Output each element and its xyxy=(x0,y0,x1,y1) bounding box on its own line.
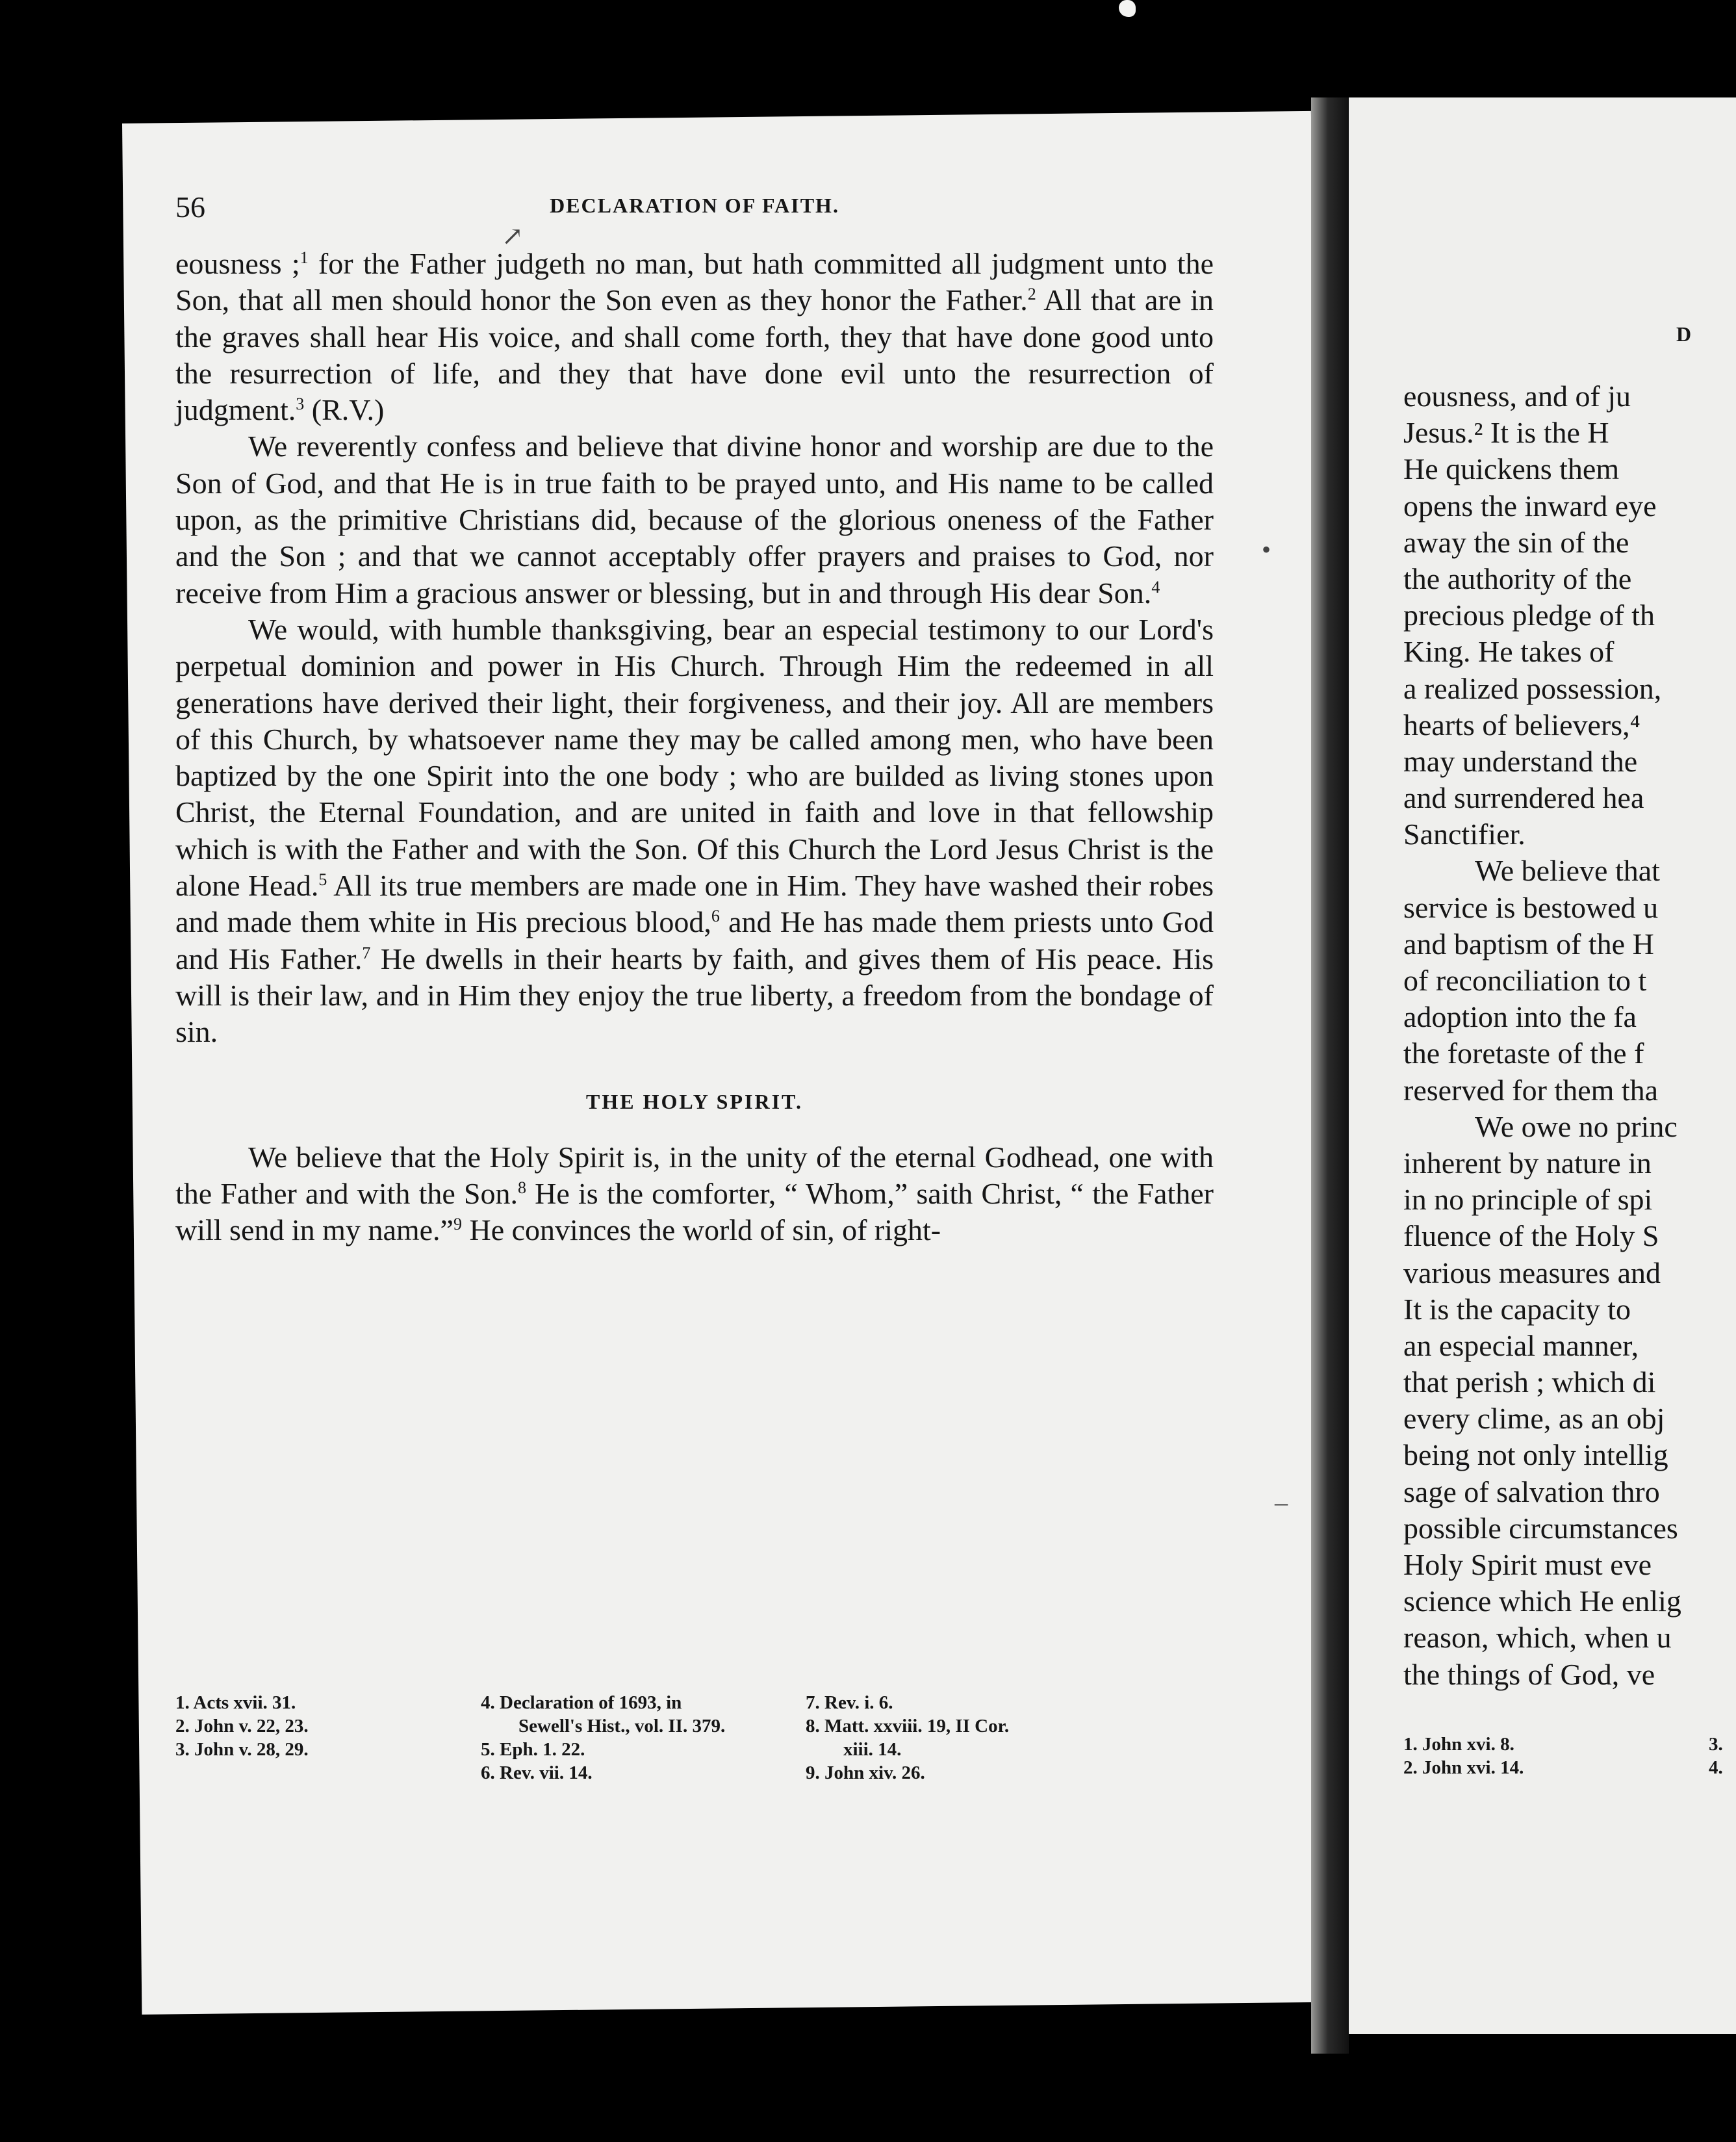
footnote: 4. xyxy=(1709,1757,1723,1778)
right-page-line: reason, which, when u xyxy=(1403,1621,1672,1655)
footnote: xiii. 14. xyxy=(843,1739,902,1760)
footnote-column-2 xyxy=(481,1691,725,1785)
right-page-line: science which He enlig xyxy=(1403,1584,1681,1618)
right-page-line: Jesus.² It is the H xyxy=(1403,416,1609,450)
right-page-line: service is bestowed u xyxy=(1403,890,1659,924)
right-page-line: It is the capacity to xyxy=(1403,1292,1631,1326)
footnote: 6. Rev. vii. 14. xyxy=(481,1762,593,1783)
right-page-line: We owe no princ xyxy=(1475,1109,1678,1143)
right-page-line: being not only intellig xyxy=(1403,1438,1668,1472)
footnote: 8. Matt. xxviii. 19, II Cor. xyxy=(806,1716,1010,1736)
footnote: 4. Declaration of 1693, in xyxy=(481,1692,682,1713)
footnote-column-3 xyxy=(806,1691,1009,1785)
paragraph: eousness ;$^1$ for the Father judgeth no man, but hath committed all judgment unto the Son, that all men should honor the Son even as they honor the Father.$^2$ All that are in the graves shall hear His voice, and shall come forth, they that have done good unto the resurrection of life, and they that have done evil unto the resurrection of judgment.$^3$ (R.V.) xyxy=(175,247,1214,427)
right-page-line: precious pledge of th xyxy=(1403,599,1655,632)
right-page-line: possible circumstances xyxy=(1403,1511,1678,1545)
right-page-line: opens the inward eye xyxy=(1403,489,1657,523)
right-page-body xyxy=(1403,378,1736,1693)
footnote: 9. John xiv. 26. xyxy=(806,1762,925,1783)
book-gutter xyxy=(1311,97,1349,2054)
right-page-line: hearts of believers,⁴ xyxy=(1403,708,1640,742)
footnote: Sewell's Hist., vol. II. 379. xyxy=(518,1716,726,1736)
running-head: DECLARATION OF FAITH. xyxy=(550,194,839,217)
right-page-line: and surrendered hea xyxy=(1403,781,1644,815)
stray-mark: • xyxy=(1262,535,1271,564)
right-page-line: an especial manner, xyxy=(1403,1328,1639,1362)
paragraph: We reverently confess and believe that divine honor and worship are due to the Son of God, and that He is in true faith to be prayed unto, and His name to be called upon, as the primitive Christians did, because of the glorious oneness of the Father and the Son ; and that we cannot acceptably offer prayers and praises to God, nor receive from Him a gracious answer or blessing, but in and through His dear Son.$^4$ xyxy=(175,430,1214,610)
right-page-line: away the sin of the xyxy=(1403,525,1629,559)
film-speck xyxy=(1119,0,1136,17)
right-page-line: various measures and xyxy=(1403,1256,1661,1289)
left-page-header xyxy=(175,190,1214,222)
right-page-line: the authority of the xyxy=(1403,561,1632,595)
paragraph: We believe that the Holy Spirit is, in the unity of the eternal Godhead, one with the Father and with the Son.$^8$ He is the comforter, “ Whom,” saith Christ, “ the Father will send in my name.”$^9$ He convinces the world of sin, of right- xyxy=(175,1140,1214,1247)
footnote: 3. John v. 28, 29. xyxy=(175,1739,309,1760)
footnote-column-2 xyxy=(1709,1733,1723,1779)
right-page-line: the things of God, ve xyxy=(1403,1657,1655,1691)
right-page-line: of reconciliation to t xyxy=(1403,964,1647,997)
right-page-line: may understand the xyxy=(1403,744,1638,778)
right-page-line: Sanctifier. xyxy=(1403,818,1525,851)
right-page-line: eousness, and of ju xyxy=(1403,380,1631,413)
left-page-body xyxy=(175,246,1214,1249)
stray-mark: ↗ xyxy=(502,222,524,251)
footnote: 7. Rev. i. 6. xyxy=(806,1692,893,1713)
paragraph: We would, with humble thanksgiving, bear an especial testimony to our Lord's perpetual dominion and power in His Church. Through Him the redeemed in all generations have derived their light, their forgiveness, and their joy. All are members of this Church, by whatsoever name they may be called among men, who have been baptized by the one Spirit into the one body ; who are builded as living stones upon Christ, the Eternal Foundation, and are united in faith and love in that fellowship which is with the Father and with the Son. Of this Church the Lord Jesus Christ is the alone Head.$^5$ All its true members are made one in Him. They have washed their robes and made them white in His precious blood,$^6$ and He has made them priests unto God and His Father.$^7$ He dwells in their hearts by faith, and gives them of His peace. His will is their law, and in Him they enjoy the true liberty, a freedom from the bondage of sin. xyxy=(175,612,1214,1049)
right-page-line: Holy Spirit must eve xyxy=(1403,1548,1652,1581)
footnote-column-1 xyxy=(175,1691,309,1761)
footnote: 1. John xvi. 8. xyxy=(1403,1734,1514,1755)
right-page-line: He quickens them xyxy=(1403,452,1620,486)
right-footnotes xyxy=(1403,1733,1736,1779)
right-page-line: We believe that xyxy=(1475,854,1660,888)
section-heading: THE HOLY SPIRIT. xyxy=(585,1089,803,1113)
footnote: 3. xyxy=(1709,1734,1723,1755)
stray-mark: – xyxy=(1275,1488,1288,1517)
page-number: 56 xyxy=(175,190,205,224)
right-page-line: sage of salvation thro xyxy=(1403,1475,1660,1508)
right-running-head: D xyxy=(1676,322,1692,346)
right-page-line: and baptism of the H xyxy=(1403,927,1654,961)
right-page-line: every clime, as an obj xyxy=(1403,1402,1665,1436)
footnote: 2. John v. 22, 23. xyxy=(175,1716,309,1736)
footnote: 5. Eph. 1. 22. xyxy=(481,1739,585,1760)
right-page-line: fluence of the Holy S xyxy=(1403,1219,1659,1253)
right-page-line: the foretaste of the f xyxy=(1403,1037,1644,1070)
right-page-line: a realized possession, xyxy=(1403,671,1662,705)
right-page-line: reserved for them tha xyxy=(1403,1073,1659,1107)
right-page-line: in no principle of spi xyxy=(1403,1183,1653,1217)
footnote: 1. Acts xvii. 31. xyxy=(175,1692,296,1713)
right-page-line: adoption into the fa xyxy=(1403,1000,1637,1034)
right-page-line: that perish ; which di xyxy=(1403,1365,1656,1399)
right-page-line: King. He takes of xyxy=(1403,635,1615,669)
right-page-line: inherent by nature in xyxy=(1403,1146,1652,1180)
footnote: 2. John xvi. 14. xyxy=(1403,1757,1524,1778)
